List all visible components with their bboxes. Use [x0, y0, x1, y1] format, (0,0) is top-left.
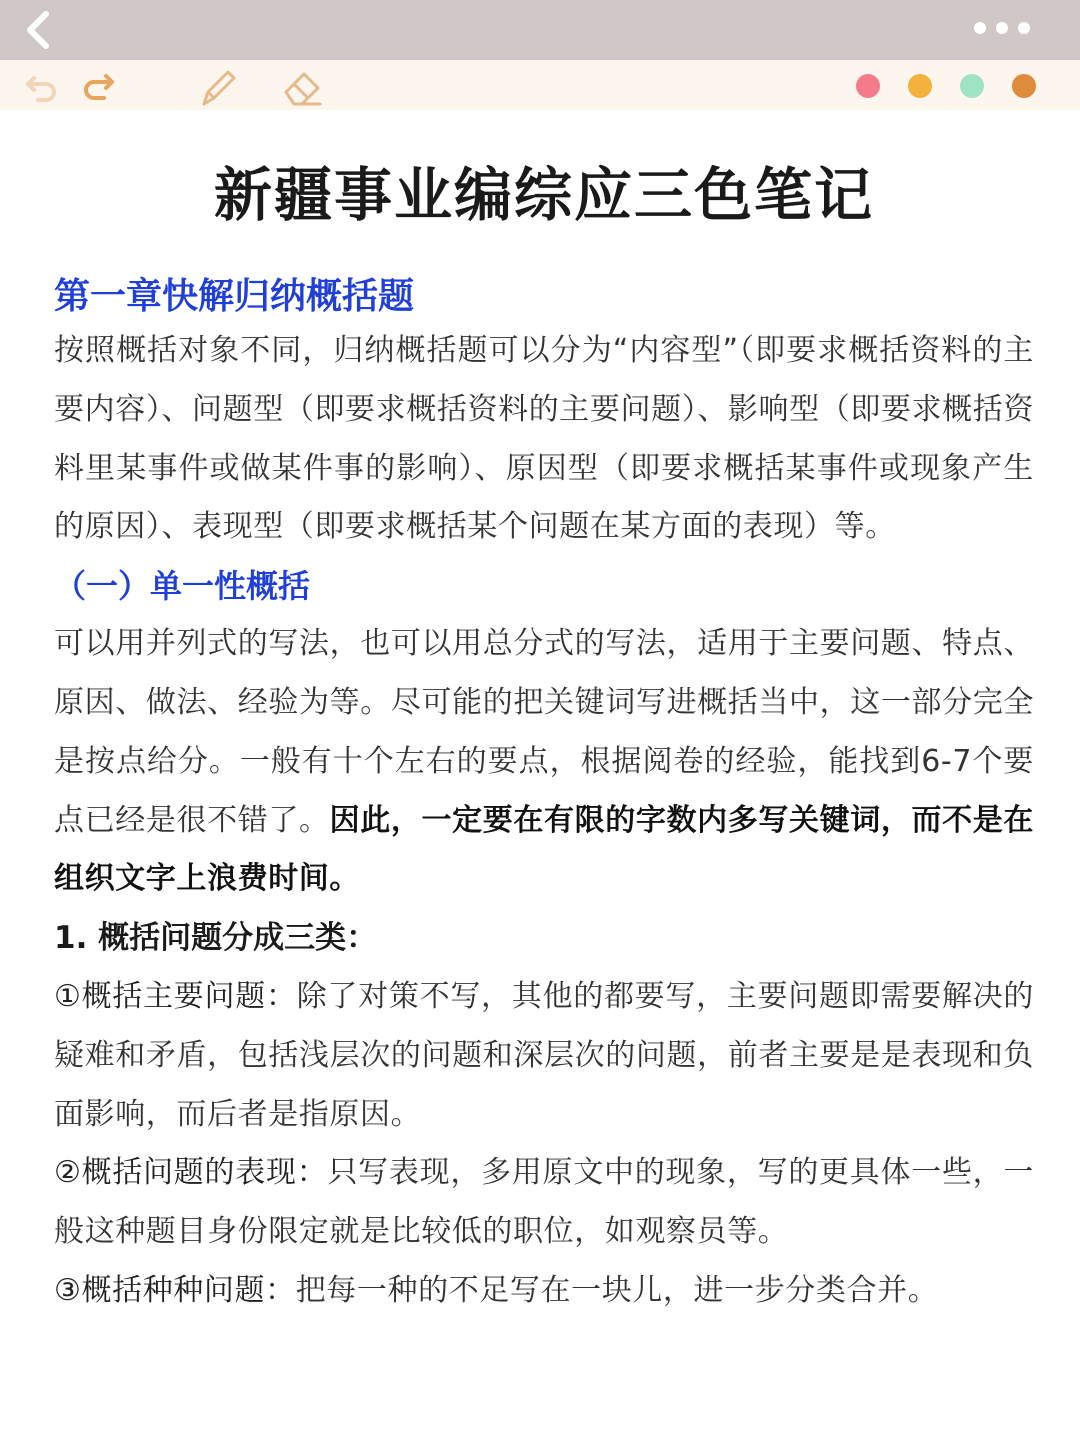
more-dots-icon — [970, 14, 1040, 44]
section-paragraph-emphasis: 因此，一定要在有限的字数内多写关键词，而不是在组织文字上浪费时间。 — [54, 802, 1034, 897]
list-item — [54, 1144, 1034, 1262]
color-swatch-pink[interactable] — [856, 74, 880, 98]
editing-toolbar — [0, 60, 1080, 110]
list-item-text: 只写表现，多用原文中的现象，写的更具体一些，一般这种题目身份限定就是比较低的职位，如观察员等。 — [54, 1155, 1034, 1250]
list-item — [54, 1262, 1034, 1321]
chevron-left-icon — [18, 8, 62, 52]
list-item-label: ①概括主要问题： — [54, 978, 297, 1014]
color-swatch-orange[interactable] — [908, 74, 932, 98]
redo-button[interactable] — [80, 66, 120, 106]
more-options-button[interactable] — [970, 14, 1040, 44]
redo-icon — [80, 66, 120, 106]
list-item-text: 把每一种的不足写在一块儿，进一步分类合并。 — [295, 1272, 939, 1308]
section-paragraph — [54, 615, 1034, 909]
eraser-icon — [280, 66, 324, 110]
intro-paragraph: 按照概括对象不同，归纳概括题可以分为“内容型”（即要求概括资料的主要内容）、问题型（即要求概括资料的主要问题）、影响型（即要求概括资料里某事件或做某件事的影响）、原因型（即要求概括某事件或现象产生的原因）、表现型（即要求概括某个问题在某方面的表现）等。 — [54, 333, 1034, 545]
note-content — [54, 110, 1034, 1321]
section-paragraph-text: 可以用并列式的写法，也可以用总分式的写法，适用于主要问题、特点、原因、做法、经验为等。尽可能的把关键词写进概括当中，这一部分完全是按点给分。一般有十个左右的要点，根据阅卷的经验，能找到6-7个要点已经是很不错了。 — [54, 626, 1034, 838]
list-item-text: 除了对策不写，其他的都要写，主要问题即需要解决的疑难和矛盾，包括浅层次的问题和深层次的问题，前者主要是是表现和负面影响，而后者是指原因。 — [54, 978, 1034, 1132]
undo-icon — [22, 66, 62, 106]
chapter-heading: 第一章快解归纳概括题 — [54, 276, 415, 317]
list-item-label: ③概括种种问题： — [54, 1272, 296, 1308]
top-nav-bar — [0, 0, 1080, 60]
section-heading: （一）单一性概括 — [54, 567, 311, 606]
undo-button[interactable] — [22, 66, 62, 106]
list-item — [54, 968, 1034, 1144]
color-swatch-multicolor[interactable] — [1012, 74, 1036, 98]
color-swatch-mint[interactable] — [960, 74, 984, 98]
page-title: 新疆事业编综应三色笔记 — [213, 161, 874, 229]
subheading: 1. 概括问题分成三类： — [54, 920, 378, 957]
pencil-icon — [196, 66, 240, 110]
list-item-label: ②概括问题的表现： — [54, 1155, 328, 1191]
eraser-button[interactable] — [280, 66, 320, 106]
back-button[interactable] — [18, 8, 62, 52]
pencil-button[interactable] — [196, 66, 236, 106]
